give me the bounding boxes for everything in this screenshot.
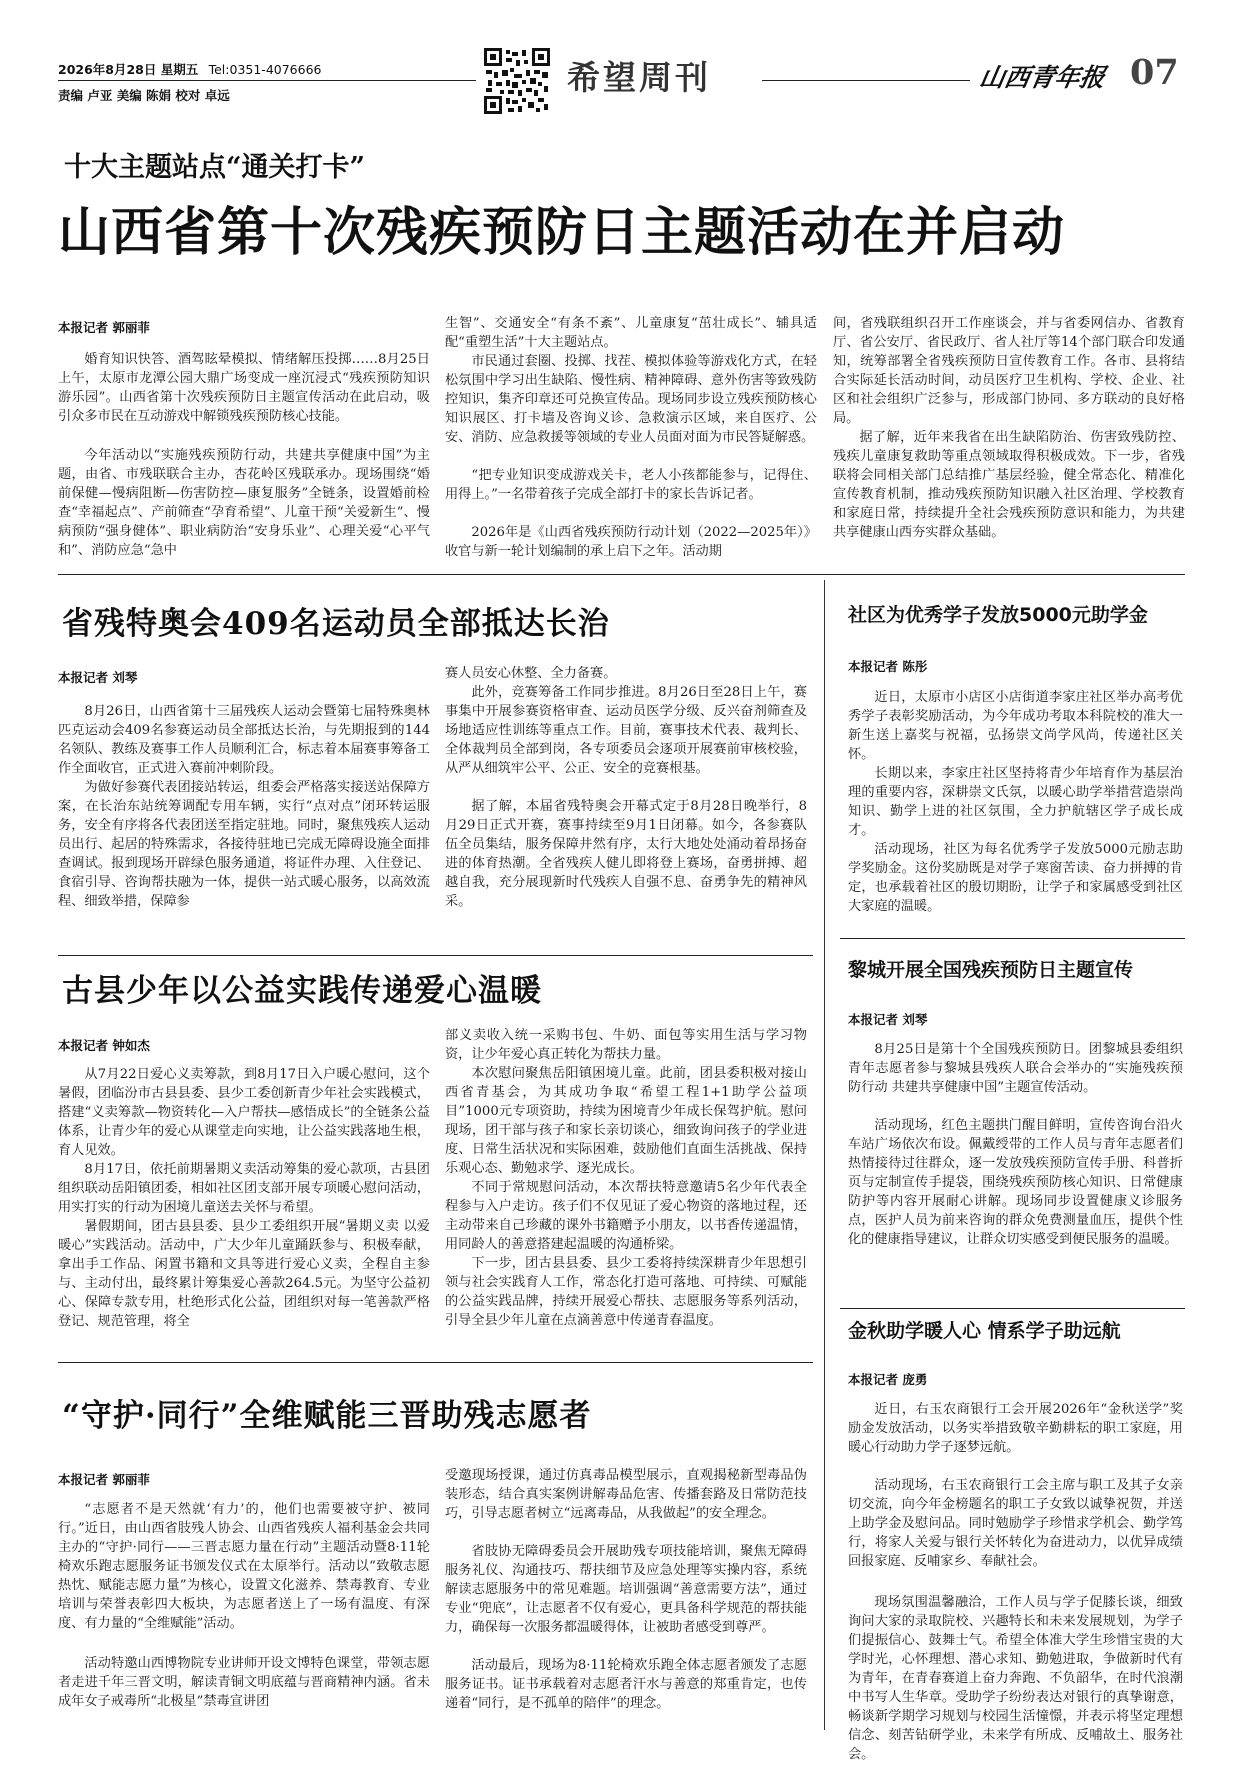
- article2-col1-p2: 为做好参赛代表团接站转运，组委会严格落实接送站保障方案，在长治东站统筹调配专用车辆，实行“点对点”闭环转运服务，安全有序将各代表团送至指定驻地。同时，聚焦残疾人运动员出行、起居的特殊需求，各接待驻地已完成无障碍设施全面排查调试。报到现场开辟绿色服务通道，将证件办理、入住登记、食宿引导、咨询帮扶融为一体，提供一站式暖心服务，以高效流程、细致举措，保障参: [58, 780, 430, 909]
- divider-article3: [58, 1362, 813, 1363]
- article3-byline: 本报记者 钟如杰: [58, 1038, 150, 1053]
- paper-logo: 山西青年报: [977, 63, 1108, 92]
- qr-code-icon: [484, 48, 550, 114]
- article2-byline: 本报记者 刘琴: [58, 670, 138, 685]
- sidebar-divider: [824, 580, 825, 1730]
- side1-p3: 活动现场，社区为每名优秀学子发放5000元励志助学奖励金。这份奖励既是对学子寒窗苦读、奋力拼搏的肯定，也承载着社区的殷切期盼，让学子和家属感受到社区大家庭的温暖。: [848, 842, 1183, 914]
- article4-col1-p2: 活动特邀山西博物院专业讲师开设文博特色课堂，带领志愿者走进千年三晋文明，解读青铜文明底蕴与晋商精神内涵。省未成年女子戒毒所“北极星”禁毒宣讲团: [58, 1656, 430, 1709]
- lead-col3-p1: 间，省残联组织召开工作座谈会，并与省委网信办、省教育厅、省公安厅、省民政厅、省人社厅等14个部门联合印发通知，统筹部署全省残疾预防日宣传教育工作。各市、县将结合实际延长活动时间，动员医疗卫生机构、学校、企业、社区和社会组织广泛参与，形成部门协同、多方联动的良好格局。: [833, 316, 1185, 426]
- side2-byline: 本报记者 刘琴: [848, 1012, 928, 1027]
- article3-col2-p1: 部义卖收入统一采购书包、牛奶、面包等实用生活与学习物资，让少年爱心真正转化为帮扶力量。: [445, 1028, 807, 1062]
- section-title: 希望周刊: [567, 58, 711, 97]
- article3-col1-p3: 暑假期间，团古县县委、县少工委组织开展“暑期义卖 以爱暖心”实践活动。活动中，广大少年儿童踊跃参与、积极奉献，拿出手工作品、闲置书籍和文具等进行爱心义卖，全程自主参与、主动付出，最终累计筹集爱心善款264.5元。为坚守公益初心、保障专款专用，杜绝形式化公益，团组织对每一笔善款严格登记、规范管理，将全: [58, 1219, 430, 1329]
- article4-col2-p1: 受邀现场授课，通过仿真毒品模型展示，直观揭秘新型毒品伪装形态，结合真实案例讲解毒品危害、传播套路及日常防范技巧，引导志愿者树立“远离毒品，从我做起”的安全理念。: [445, 1468, 807, 1521]
- side1-p1: 近日，太原市小店区小店街道李家庄社区举办高考优秀学子表彰奖励活动，为今年成功考取本科院校的准大一新生送上嘉奖与祝福，弘扬崇文尚学风尚，传递社区关怀。: [848, 690, 1183, 762]
- article3-col2-p2: 本次慰问聚焦岳阳镇困境儿童。此前，团县委积极对接山西省青基会，为其成功争取“希望工程1+1助学公益项目”1000元专项资助，持续为困境青少年成长保驾护航。慰问现场，团干部与孩子和家长亲切谈心，细致询问孩子的学业进度、日常生活状况和实际困难，鼓励他们直面生活挑战、保持乐观心态、勤勉求学、逐光成长。: [445, 1066, 807, 1176]
- lead-col2-p3: “把专业知识变成游戏关卡，老人小孩都能参与，记得住、用得上。”一名带着孩子完成全部打卡的家长告诉记者。: [445, 468, 817, 502]
- side2-title: 黎城开展全国残疾预防日主题宣传: [848, 959, 1134, 981]
- header-rule-right: [762, 80, 970, 81]
- article2-col2-p2: 此外，竞赛筹备工作同步推进。8月26日至28日上午，赛事集中开展参赛资格审查、运动员医学分级、反兴奋剂筛查及场地适应性训练等重点工作。目前，赛事技术代表、裁判长、全体裁判员全部到岗，各专项委员会逐项开展赛前审核校验，从严从细筑牢公平、公正、安全的竞赛根基。: [445, 685, 807, 776]
- article3-col1-p2: 8月17日，依托前期暑期义卖活动筹集的爱心款项，古县团组织联动岳阳镇团委，相如社区团支部开展专项暖心慰问活动，用实打实的行动为困境儿童送去关怀与希望。: [58, 1162, 430, 1215]
- article3-col1-p1: 从7月22日爱心义卖筹款，到8月17日入户暖心慰问，这个暑假，团临汾市古县县委、县少工委创新青少年社会实践模式，搭建“义卖筹款—物资转化—入户帮扶—感悟成长”的全链条公益体系，让青少年的爱心从课堂走向实地，让公益实践落地生根，育人见效。: [58, 1067, 430, 1158]
- header-rule-left: [58, 80, 476, 81]
- side3-byline: 本报记者 庞勇: [848, 1372, 928, 1387]
- divider-lead: [58, 574, 1185, 575]
- lead-col2-p4: 2026年是《山西省残疾预防行动计划（2022—2025年）》收官与新一轮计划编制的承上启下之年。活动期: [445, 525, 817, 559]
- article2-col2-p1: 赛人员安心休整、全力备赛。: [445, 666, 617, 681]
- masthead: [0, 0, 1242, 120]
- side2-p1: 8月25日是第十个全国残疾预防日。团黎城县委组织青年志愿者参与黎城县残疾人联合会举办的“实施残疾预防行动 共建共享健康中国”主题宣传活动。: [848, 1042, 1183, 1095]
- editors-line: 责编 卢亚 美编 陈娟 校对 卓远: [58, 88, 230, 103]
- lead-col2-p1: 生智”、交通安全“有条不紊”、儿童康复“茁壮成长”、辅具适配“重塑生活”十大主题站点。: [445, 316, 817, 350]
- article3-title: 古县少年以公益实践传递爱心温暖: [62, 973, 542, 1009]
- phone-number: Tel:0351-4076666: [208, 62, 322, 77]
- side2-p2: 活动现场，红色主题拱门醒目鲜明，宣传咨询台沿火车站广场依次布设。佩戴绶带的工作人员与青年志愿者们热情接待过往群众，逐一发放残疾预防宣传手册、科普折页与定制宣传手提袋，围绕残疾预防核心知识、日常健康防护等内容开展耐心讲解。现场同步设置健康义诊服务点，医护人员为前来咨询的群众免费测量血压，提供个性化的健康指导建议，让群众切实感受到便民服务的温暖。: [848, 1118, 1183, 1247]
- article3-col2-p3: 不同于常规慰问活动，本次帮扶特意邀请5名少年代表全程参与入户走访。孩子们不仅见证了爱心物资的落地过程，还主动带来自己珍藏的课外书籍赠予小朋友，以书香传递温情，用同龄人的善意搭建起温暖的沟通桥梁。: [445, 1180, 807, 1252]
- article4-byline: 本报记者 郭丽菲: [58, 1472, 150, 1487]
- lead-col1-p2: 今年活动以“实施残疾预防行动，共建共享健康中国”为主题，由省、市残联联合主办，杏花岭区残联承办。现场围绕“婚前保健—慢病阻断—伤害防控—康复服务”全链条，设置婚前检查“幸福起点”、产前筛查“孕育希望”、儿童干预“关爱新生”、慢病预防“强身健体”、职业病防治“安身乐业”、心理关爱“心平气和”、消防应急“急中: [58, 448, 430, 558]
- article2-title: 省残特奥会409名运动员全部抵达长治: [62, 606, 610, 642]
- date-line: [58, 60, 322, 78]
- lead-col1-p1: 婚育知识快答、酒驾眩晕模拟、情绪解压投掷……8月25日上午，太原市龙潭公园大鼎广场变成一座沉浸式“残疾预防知识游乐园”。山西省第十次残疾预防日主题宣传活动在此启动，吸引众多市民在互动游戏中解锁残疾预防核心技能。: [58, 352, 430, 424]
- article2-col2-p3: 据了解，本届省残特奥会开幕式定于8月28日晚举行，8月29日正式开赛，赛事持续至9月1日闭幕。如今，各参赛队伍全员集结，服务保障井然有序，太行大地处处涌动着昂扬奋进的体育热潮。全省残疾人健儿即将登上赛场，奋勇拼搏、超越自我，充分展现新时代残疾人自强不息、奋勇争先的精神风采。: [445, 799, 807, 909]
- lead-title: 山西省第十次残疾预防日主题活动在并启动: [58, 203, 1066, 263]
- page-number: 07: [1130, 52, 1179, 93]
- side1-p2: 长期以来，李家庄社区坚持将青少年培育作为基层治理的重要内容，深耕崇文氏氛，以暖心助学举措营造崇尚知识、勤学上进的社区氛围，全力护航辖区学子成长成才。: [848, 766, 1183, 838]
- side1-title: 社区为优秀学子发放5000元助学金: [848, 604, 1148, 626]
- lead-kicker: 十大主题站点“通关打卡”: [64, 152, 366, 183]
- article4-col1-p1: “志愿者不是天然就‘有力’的，他们也需要被守护、被同行。”近日，由山西省肢残人协会、山西省残疾人福利基金会共同主办的“守护·同行——三晋志愿力量在行动”主题活动暨8·11轮椅欢乐跑志愿服务证书颁发仪式在太原举行。活动以“致敬志愿热忱、赋能志愿力量”为核心，设置文化滋养、禁毒教育、专业培训与荣誉表彰四大板块，为志愿者送上了一场有温度、有深度、有力量的“全维赋能”活动。: [58, 1502, 430, 1631]
- divider-side2: [840, 1308, 1185, 1309]
- article4-title: “守护·同行”全维赋能三晋助残志愿者: [62, 1398, 592, 1434]
- lead-col3-p2: 据了解，近年来我省在出生缺陷防治、伤害致残防控、残疾儿童康复救助等重点领域取得积极成效。下一步，省残联将会同相关部门总结推广基层经验，健全常态化、精准化宣传教育机制，推动残疾预防知识融入社区治理、学校教育和家庭日常，持续提升全社会残疾预防意识和能力，为共建共享健康山西夯实群众基础。: [833, 430, 1185, 540]
- article4-col2-p2: 省肢协无障碍委员会开展助残专项技能培训，聚焦无障碍服务礼仪、沟通技巧、帮扶细节及应急处理等实操内容，系统解读志愿服务中的常见难题。培训强调“善意需要方法”，通过专业“兜底”，让志愿者不仅有爱心，更具备科学规范的帮扶能力，确保每一次服务都温暖得体，让被助者感受到尊严。: [445, 1544, 807, 1635]
- side1-byline: 本报记者 陈彤: [848, 659, 928, 674]
- side3-p3: 现场氛围温馨融洽，工作人员与学子促膝长谈，细致询问大家的录取院校、兴趣特长和未来发展规划，为学子们提振信心、鼓舞士气。希望全体准大学生珍惜宝贵的大学时光，心怀理想、潜心求知、勤勉进取，争做新时代有为青年，在青春赛道上奋力奔跑、不负韶华，在时代浪潮中书写人生华章。受助学子纷纷表达对银行的真挚谢意，畅谈新学期学习规划与校园生活憧憬，并表示将坚定理想信念、刻苦钻研学业，未来学有所成、反哺故土、服务社会。: [848, 1595, 1183, 1762]
- article2-col1-p1: 8月26日，山西省第十三届残疾人运动会暨第七届特殊奥林匹克运动会409名参赛运动员全部抵达长治，与先期报到的144名领队、教练及赛事工作人员顺利汇合，标志着本届赛事筹备工作全面收官，正式进入赛前冲刺阶段。: [58, 704, 430, 776]
- side3-p1: 近日，右玉农商银行工会开展2026年“金秋送学”奖励金发放活动，以务实举措致敬辛勤耕耘的职工家庭，用暖心行动助力学子逐梦远航。: [848, 1402, 1183, 1455]
- lead-col2-p2: 市民通过套圈、投掷、找茬、模拟体验等游戏化方式，在轻松氛围中学习出生缺陷、慢性病、精神障碍、意外伤害等致残防控知识，集齐印章还可兑换宣传品。现场同步设立残疾预防核心知识展区、打卡墙及咨询义诊、急救演示区域，来自医疗、公安、消防、应急救援等领域的专业人员面对面为市民答疑解惑。: [445, 354, 817, 445]
- side3-p2: 活动现场，右玉农商银行工会主席与职工及其子女亲切交流，向今年金榜题名的职工子女致以诚挚祝贺，并送上助学金及慰问品。同时勉励学子珍惜求学机会、勤学笃行，将家人关爱与银行关怀转化为奋进动力，以优异成绩回报家庭、反哺家乡、奉献社会。: [848, 1478, 1183, 1569]
- divider-side1: [840, 938, 1185, 939]
- lead-byline: 本报记者 郭丽菲: [58, 320, 150, 335]
- article4-col2-p3: 活动最后，现场为8·11轮椅欢乐跑全体志愿者颁发了志愿服务证书。证书承载着对志愿者汗水与善意的郑重肯定，也传递着“同行，是不孤单的陪伴”的理念。: [445, 1658, 807, 1711]
- divider-article2: [58, 955, 813, 956]
- article3-col2-p4: 下一步，团古县县委、县少工委将持续深耕青少年思想引领与社会实践育人工作，常态化打造可落地、可持续、可赋能的公益实践品牌，持续开展爱心帮扶、志愿服务等系列活动，引导全县少年儿童在点滴善意中传递青春温度。: [445, 1256, 807, 1328]
- side3-title: 金秋助学暖人心 情系学子助远航: [848, 1320, 1121, 1342]
- issue-date: 2026年8月28日 星期五: [58, 62, 199, 77]
